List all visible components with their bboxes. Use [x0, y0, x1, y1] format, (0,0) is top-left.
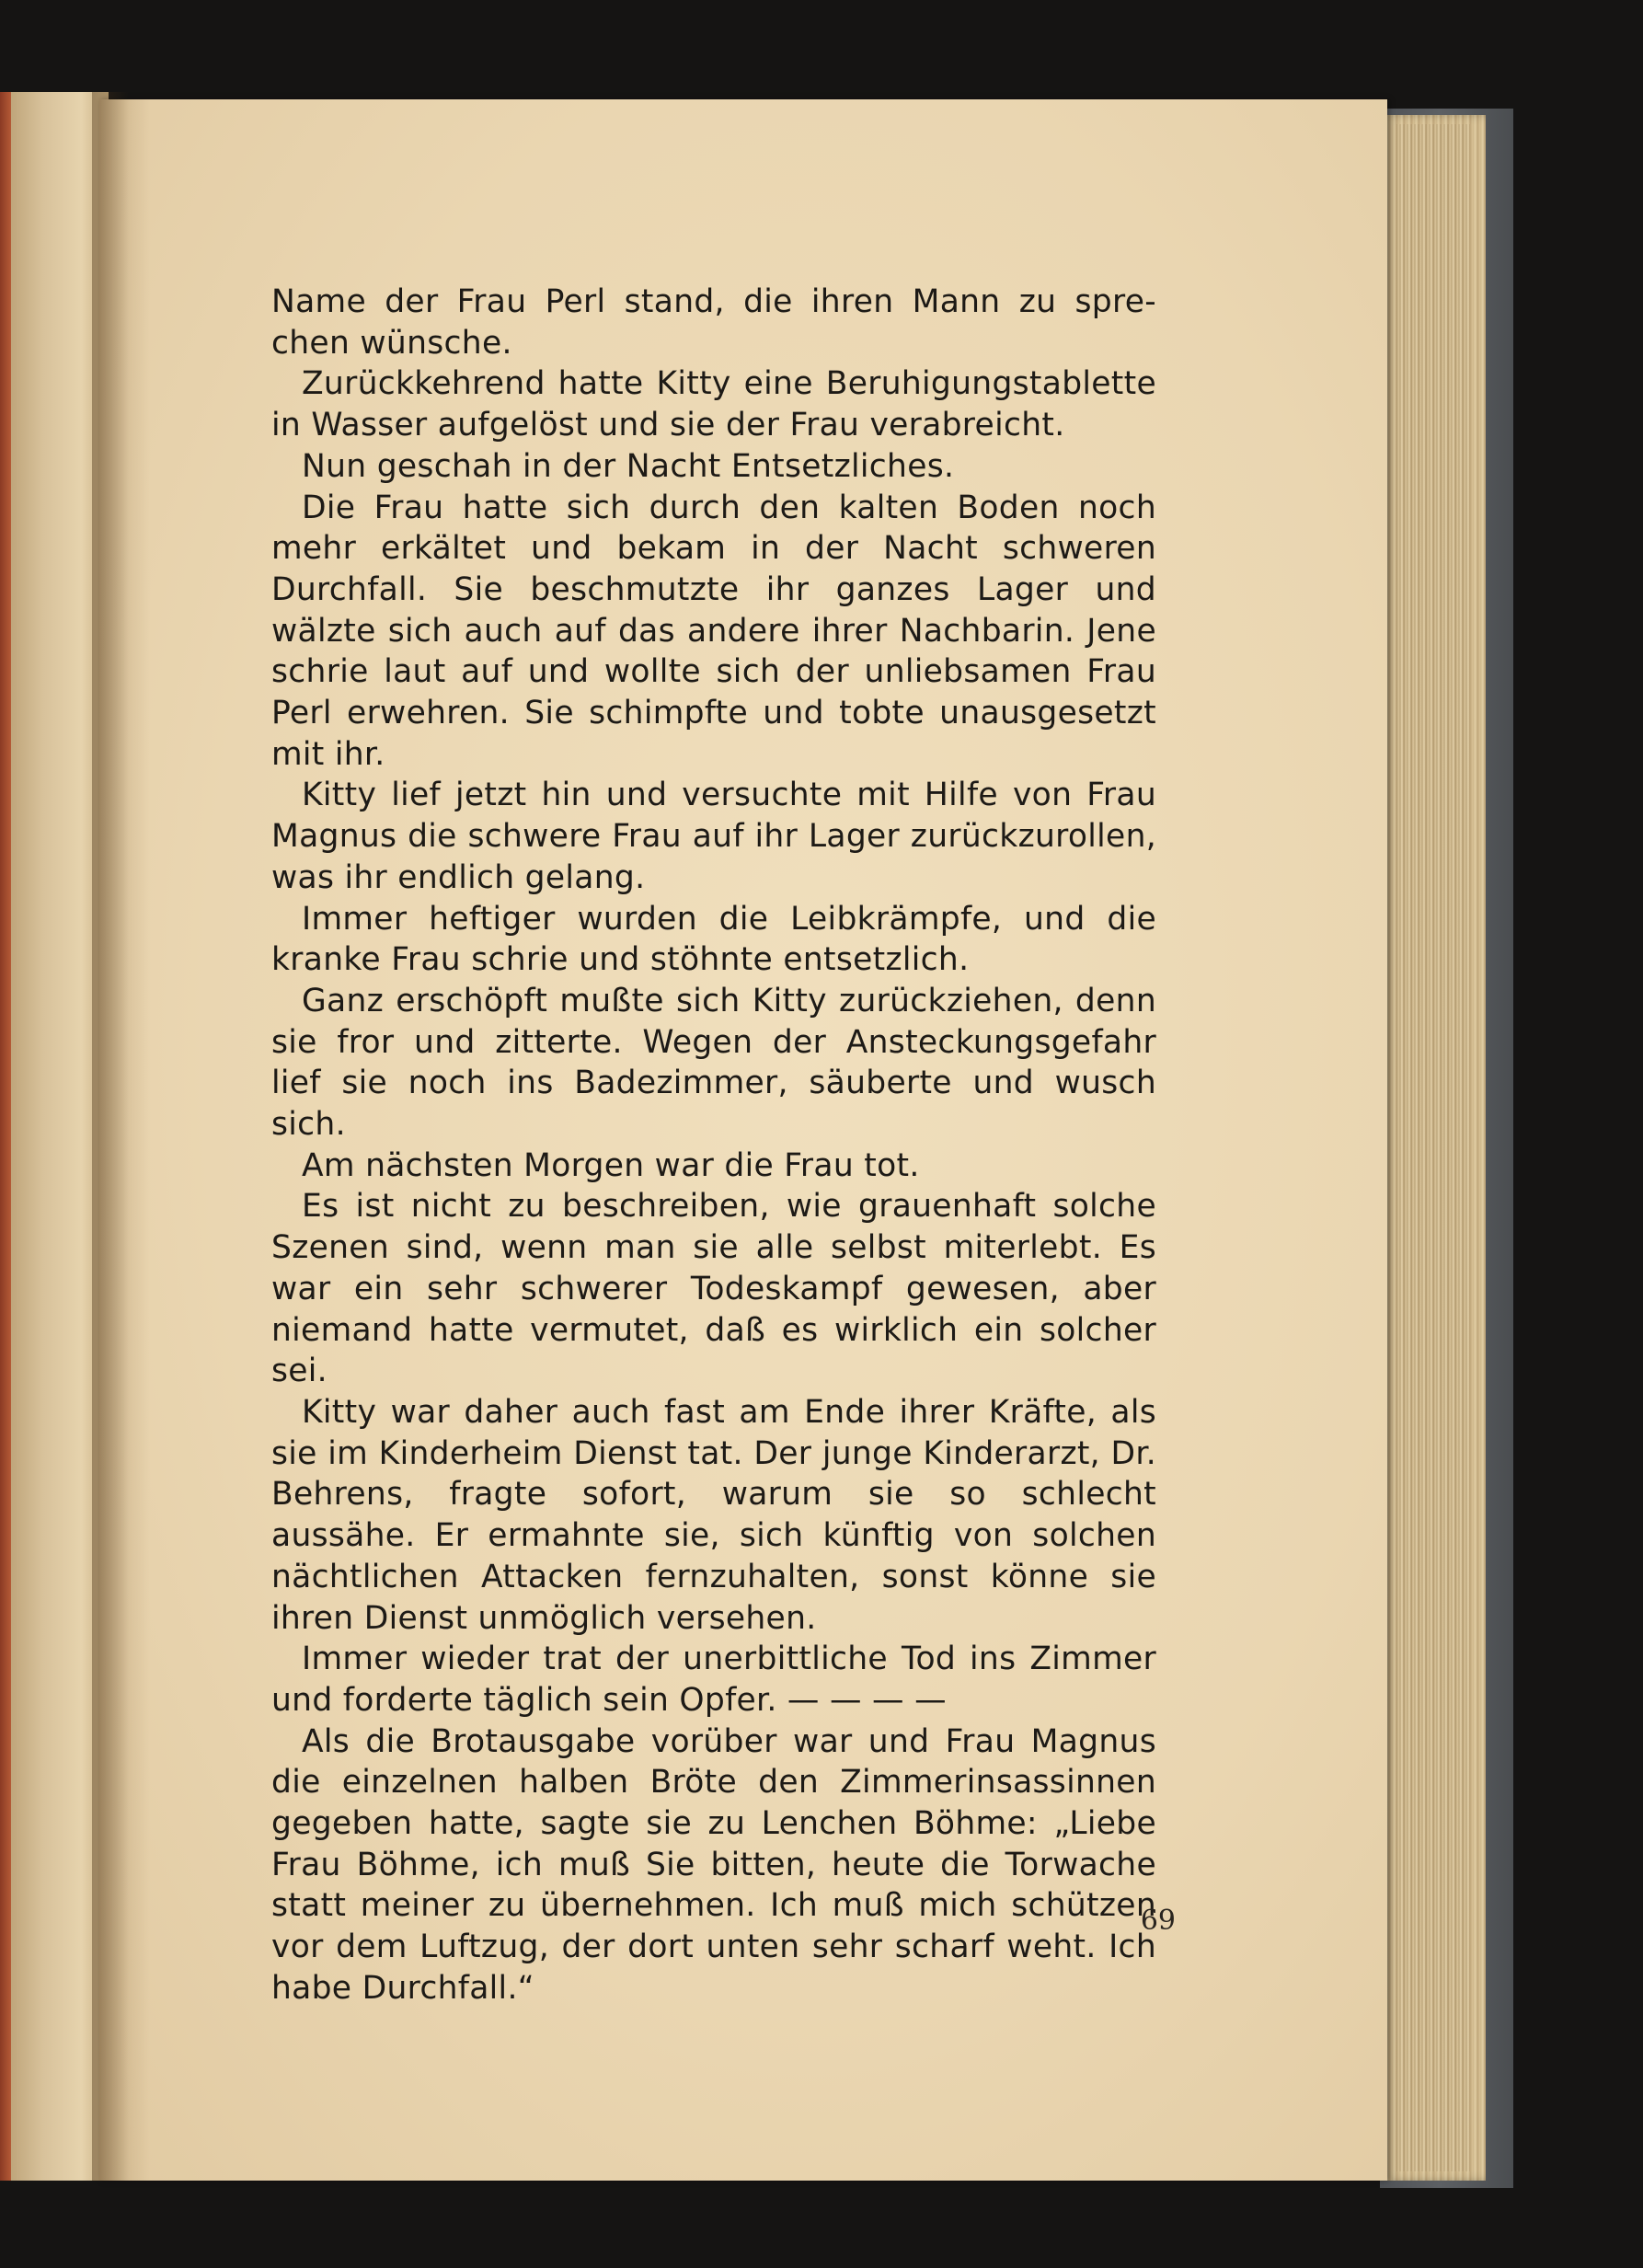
paragraph: Name der Frau Perl stand, die ihren Mann zu spre- chen wünsche. — [271, 283, 1156, 362]
paragraph: Als die Brotausgabe vorüber war und Frau Magnus die einzelnen halben Bröte den Zimmerinsassinnen gegeben hatte, sagte sie zu Lenchen Böhme: „Liebe Frau Böhme, ich muß Sie bitten, heute die Torwache statt meiner zu übernehmen. Ich muß mich schützen vor dem Luftzug, der dort unten sehr scharf weht. Ich habe Durchfall.“ — [271, 1722, 1156, 2007]
paragraph: Zurückkehrend hatte Kitty eine Beruhigungstablette in Wasser aufgelöst und sie der Frau verabreicht. — [271, 365, 1156, 444]
paragraph: Nun geschah in der Nacht Entsetzliches. — [302, 447, 955, 485]
paragraph: Es ist nicht zu beschreiben, wie grauenhaft solche Szenen sind, wenn man sie alle selbst miterlebt. Es war ein sehr schwerer Todeskampf gewesen, aber niemand hatte vermutet, daß es wirklich ein solcher sei. — [271, 1188, 1156, 1390]
paragraph: Am nächsten Morgen war die Frau tot. — [302, 1146, 920, 1184]
paragraph: Immer heftiger wurden die Leibkrämpfe, und die kranke Frau schrie und stöhnte entsetzlich. — [271, 900, 1156, 979]
paragraph: Kitty war daher auch fast am Ende ihrer Kräfte, als sie im Kinderheim Dienst tat. Der junge Kinderarzt, Dr. Behrens, fragte sofort, warum sie so schlecht aussähe. Er ermahnte sie, sich künftig von solchen nächtlichen Attacken fernzuhalten, sonst könne sie ihren Dienst unmöglich versehen. — [271, 1393, 1156, 1637]
body-text — [271, 282, 1156, 2009]
paragraph: Die Frau hatte sich durch den kalten Boden noch mehr erkältet und bekam in der Nacht schweren Durchfall. Sie beschmutzte ihr ganzes Lager und wälzte sich auch auf das andere ihrer Nachbarin. Jene schrie laut auf und wollte sich der unliebsamen Frau Perl erwehren. Sie schimpfte und tobte unausgesetzt mit ihr. — [271, 489, 1156, 773]
paragraph: Kitty lief jetzt hin und versuchte mit Hilfe von Frau Magnus die schwere Frau auf ihr Lager zurückzurollen, was ihr endlich gelang. — [271, 777, 1156, 896]
left-page-edge — [0, 92, 11, 2181]
page-edges-texture — [1396, 124, 1470, 2171]
paragraph: Ganz erschöpft mußte sich Kitty zurückziehen, denn sie fror und zitterte. Wegen der Ansteckungsgefahr lief sie noch ins Badezimmer, säuberte und wusch sich. — [271, 982, 1156, 1144]
paragraph: Immer wieder trat der unerbittliche Tod ins Zimmer und forderte täglich sein Opfer. — — — — — [271, 1641, 1156, 1719]
page-number: 69 — [1140, 1905, 1176, 1937]
page-gutter — [92, 92, 129, 2181]
